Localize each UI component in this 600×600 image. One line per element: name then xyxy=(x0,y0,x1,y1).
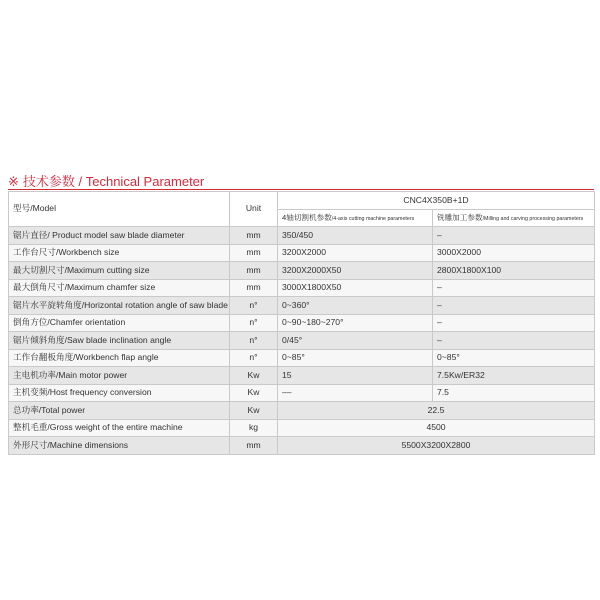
param-name-cell: 锯片水平旋转角度/Horizontal rotation angle of saw blade xyxy=(9,297,230,315)
param-value-cell: 22.5 xyxy=(278,402,595,420)
param-value-cell: 5500X3200X2800 xyxy=(278,437,595,455)
table-row xyxy=(9,227,595,245)
table-row xyxy=(9,262,595,280)
header-col-a-en: /4-axis cutting machine parameters xyxy=(331,215,415,222)
param-unit-cell: Kw xyxy=(230,384,278,402)
title-underline xyxy=(8,189,594,190)
table-row xyxy=(9,367,595,385)
table-row xyxy=(9,419,595,437)
table-row xyxy=(9,279,595,297)
param-name-cell: 工作台翻板角度/Workbench flap angle xyxy=(9,349,230,367)
param-value-b-cell: 0~85° xyxy=(433,349,595,367)
param-value-a-cell: 3200X2000 xyxy=(278,244,433,262)
param-name-cell: 工作台尺寸/Workbench size xyxy=(9,244,230,262)
param-name-cell: 锯片直径/ Product model saw blade diameter xyxy=(9,227,230,245)
table-row xyxy=(9,349,595,367)
table-row xyxy=(9,402,595,420)
param-value-b-cell: 7.5 xyxy=(433,384,595,402)
header-col-a-cn: 4轴切割机参数 xyxy=(282,212,332,222)
table-row xyxy=(9,244,595,262)
table-row xyxy=(9,297,595,315)
header-model-name: CNC4X350B+1D xyxy=(278,192,595,210)
reference-mark-icon: ※ xyxy=(8,174,19,189)
spec-table xyxy=(8,191,595,455)
param-name-cell: 倒角方位/Chamfer orientation xyxy=(9,314,230,332)
param-value-a-cell: 350/450 xyxy=(278,227,433,245)
param-value-b-cell: – xyxy=(433,297,595,315)
param-value-a-cell: 0/45° xyxy=(278,332,433,350)
param-unit-cell: mm xyxy=(230,437,278,455)
param-unit-cell: mm xyxy=(230,244,278,262)
header-col-b xyxy=(433,209,595,227)
header-col-b-cn: 铣雕加工参数 xyxy=(437,212,483,222)
header-col-a xyxy=(278,209,433,227)
param-value-a-cell: 0~360° xyxy=(278,297,433,315)
param-unit-cell: n° xyxy=(230,349,278,367)
param-unit-cell: n° xyxy=(230,332,278,350)
param-name-cell: 最大倒角尺寸/Maximum chamfer size xyxy=(9,279,230,297)
param-value-b-cell: – xyxy=(433,332,595,350)
header-unit-label: Unit xyxy=(230,192,278,227)
header-col-b-en: /Milling and carving processing parameters xyxy=(482,215,584,222)
header-model-label: 型号/Model xyxy=(9,192,230,227)
param-value-b-cell: 3000X2000 xyxy=(433,244,595,262)
param-unit-cell: Kw xyxy=(230,367,278,385)
table-row xyxy=(9,332,595,350)
param-unit-cell: n° xyxy=(230,297,278,315)
param-name-cell: 最大切割尺寸/Maximum cutting size xyxy=(9,262,230,280)
param-unit-cell: mm xyxy=(230,262,278,280)
param-unit-cell: mm xyxy=(230,227,278,245)
param-value-a-cell: 3200X2000X50 xyxy=(278,262,433,280)
param-unit-cell: kg xyxy=(230,419,278,437)
section-title xyxy=(8,171,204,190)
param-name-cell: 总功率/Total power xyxy=(9,402,230,420)
param-name-cell: 锯片倾斜角度/Saw blade inclination angle xyxy=(9,332,230,350)
param-value-b-cell: – xyxy=(433,279,595,297)
param-value-a-cell: 3000X1800X50 xyxy=(278,279,433,297)
section-title-text: 技术参数 / Technical Parameter xyxy=(22,174,205,189)
param-value-a-cell: 0~85° xyxy=(278,349,433,367)
param-unit-cell: Kw xyxy=(230,402,278,420)
param-unit-cell: mm xyxy=(230,279,278,297)
param-name-cell: 主电机功率/Main motor power xyxy=(9,367,230,385)
param-unit-cell: n° xyxy=(230,314,278,332)
table-row xyxy=(9,384,595,402)
param-name-cell: 整机毛重/Gross weight of the entire machine xyxy=(9,419,230,437)
table-row xyxy=(9,437,595,455)
param-name-cell: 主机变频/Host frequency conversion xyxy=(9,384,230,402)
param-name-cell: 外形尺寸/Machine dimensions xyxy=(9,437,230,455)
param-value-a-cell: 15 xyxy=(278,367,433,385)
param-value-b-cell: 2800X1800X100 xyxy=(433,262,595,280)
param-value-b-cell: – xyxy=(433,314,595,332)
param-value-b-cell: – xyxy=(433,227,595,245)
table-row xyxy=(9,314,595,332)
param-value-cell: 4500 xyxy=(278,419,595,437)
param-value-b-cell: 7.5Kw/ER32 xyxy=(433,367,595,385)
table-header-row xyxy=(9,192,595,210)
param-value-a-cell: 0~90~180~270° xyxy=(278,314,433,332)
param-value-a-cell: –– xyxy=(278,384,433,402)
